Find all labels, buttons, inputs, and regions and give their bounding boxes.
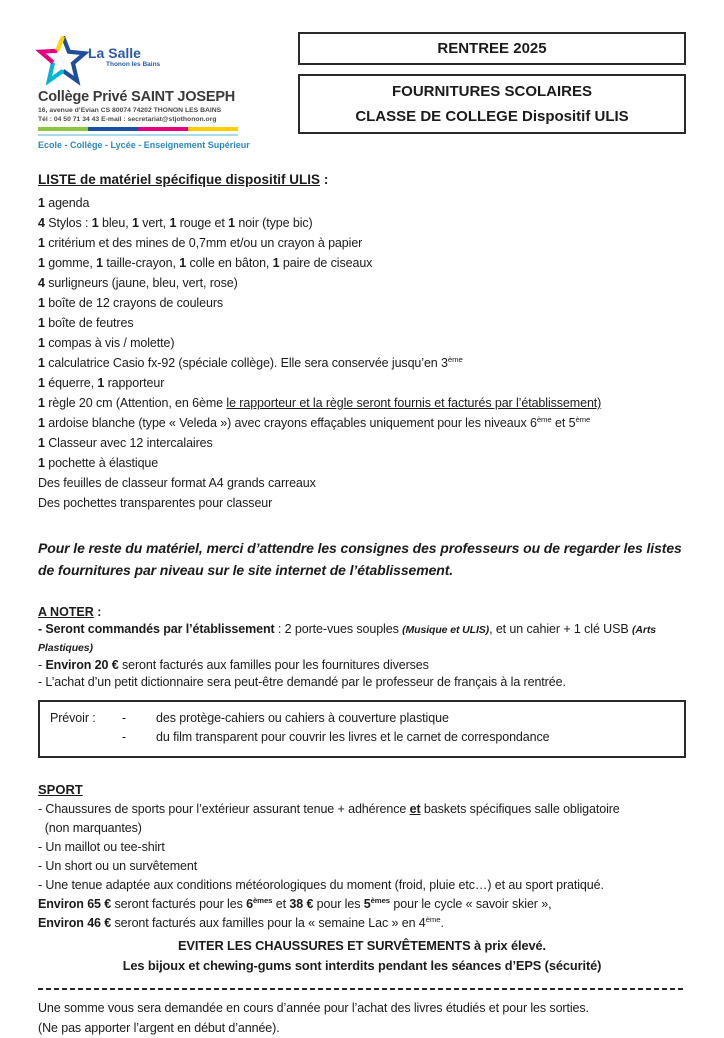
list-title-colon: :: [320, 172, 329, 187]
text-segment: et: [272, 897, 290, 911]
text-segment: 5: [363, 897, 371, 911]
text-segment: seront facturés aux familles pour les fournitures diverses: [118, 658, 429, 672]
text-segment: 1: [38, 336, 45, 350]
text-line: [38, 674, 686, 691]
text-segment: Environ 46 €: [38, 916, 112, 930]
prevoir-dash: -: [122, 730, 127, 744]
text-segment: agenda: [44, 196, 90, 210]
text-segment: 1: [38, 316, 45, 330]
text-segment: 1: [38, 236, 45, 250]
text-segment: .: [440, 916, 444, 930]
text-segment: 1: [38, 196, 45, 210]
title-box: [298, 74, 686, 134]
text-line: [38, 393, 686, 413]
text-segment: 1: [228, 216, 235, 230]
text-segment: vert,: [138, 216, 170, 230]
text-segment: : 2 porte-vues souples: [274, 622, 403, 636]
sport-heading-text: SPORT: [38, 782, 83, 797]
logo-tagline: Ecole - Collège - Lycée - Enseignement Supérieur: [38, 140, 250, 150]
text-segment: 1: [38, 376, 45, 390]
text-segment: surligneurs (jaune, bleu, vert, rose): [44, 276, 238, 290]
text-segment: bleu,: [98, 216, 133, 230]
text-line: [38, 838, 686, 857]
header-boxes: [298, 32, 686, 134]
text-segment: ème: [447, 354, 463, 364]
text-line: [38, 895, 686, 914]
text-segment: 1: [38, 436, 45, 450]
prevoir-box: [38, 700, 686, 758]
text-segment: rapporteur: [104, 376, 165, 390]
rentree-box: [298, 32, 686, 65]
text-segment: Stylos :: [44, 216, 92, 230]
logo-bar-segment: [88, 127, 138, 131]
text-segment: colle en bâton,: [186, 256, 273, 270]
text-segment: Classeur avec 12 intercalaires: [44, 436, 213, 450]
prevoir-row: [50, 728, 674, 747]
text-segment: ème: [575, 414, 591, 424]
text-segment: 1: [132, 216, 139, 230]
text-segment: rouge et: [176, 216, 229, 230]
text-segment: 4: [38, 216, 45, 230]
text-segment: 4: [38, 276, 45, 290]
text-segment: pour les: [313, 897, 364, 911]
text-segment: èmes: [370, 895, 391, 905]
text-segment: , et un cahier + 1 clé USB: [489, 622, 632, 636]
text-segment: Environ 20 €: [45, 658, 119, 672]
sport-warnings: [38, 936, 686, 976]
list-title-text: LISTE de matériel spécifique dispositif ULIS: [38, 172, 321, 187]
title-box-line1: FOURNITURES SCOLAIRES: [391, 83, 592, 100]
text-line: [38, 273, 686, 293]
text-segment: ème: [425, 914, 441, 924]
dashed-separator: [38, 988, 686, 990]
logo-thin-rule: [38, 134, 238, 136]
text-segment: seront facturés aux familles pour la « semaine Lac » en 4: [111, 916, 426, 930]
footer-line2: (Ne pas apporter l’argent en début d’année).: [38, 1021, 280, 1035]
text-segment: pochette à élastique: [44, 456, 159, 470]
text-segment: règle 20 cm (Attention, en 6ème: [44, 396, 227, 410]
text-line: [38, 493, 686, 513]
text-segment: 1: [91, 216, 99, 230]
text-segment: 1: [38, 356, 45, 370]
list-title: [38, 172, 686, 187]
text-segment: 1: [38, 456, 45, 470]
text-line: [38, 473, 686, 493]
document-body: [38, 172, 686, 1038]
text-segment: et 5: [551, 416, 576, 430]
text-line: [38, 914, 686, 933]
brand-name: La Salle: [88, 45, 141, 61]
text-segment: - Un short ou un survêtement: [38, 859, 198, 873]
school-logo: [38, 32, 250, 150]
logo-bar-segment: [138, 127, 188, 131]
logo-bar-segment: [188, 127, 238, 131]
text-segment: - L’achat d’un petit dictionnaire sera peut-être demandé par le professeur de français à la rentrée.: [38, 675, 566, 689]
text-line: [38, 800, 686, 819]
text-segment: 1: [38, 396, 45, 410]
text-line: [38, 313, 686, 333]
school-name: Collège Privé SAINT JOSEPH: [38, 89, 236, 105]
supplies-list: [38, 193, 686, 513]
text-segment: compas à vis / molette): [44, 336, 175, 350]
text-segment: gomme,: [44, 256, 97, 270]
title-box-line2: CLASSE DE COLLEGE Dispositif ULIS: [355, 108, 629, 125]
text-segment: - Seront commandés par l’établissement: [38, 622, 275, 636]
notice-paragraph: Pour le reste du matériel, merci d’attendre les consignes des professeurs ou de regarder les listes de fournitures par niveau sur le site internet de l’établissement.: [38, 540, 682, 578]
brand-block: [88, 32, 160, 68]
text-segment: ardoise blanche (type « Veleda ») avec crayons effaçables uniquement pour les niveaux 6: [44, 416, 537, 430]
text-segment: noir (type bic): [234, 216, 313, 230]
text-segment: 1: [97, 376, 105, 390]
text-segment: 1: [38, 416, 45, 430]
text-segment: 1: [96, 256, 104, 270]
text-segment: - Un maillot ou tee-shirt: [38, 840, 165, 854]
text-line: [38, 233, 686, 253]
school-contact: Tél : 04 50 71 34 43 E-mail : secretariat@stjothonon.org: [38, 116, 217, 123]
text-segment: équerre,: [44, 376, 98, 390]
text-segment: calculatrice Casio fx-92 (spéciale collège). Elle sera conservée jusqu’en 3: [44, 356, 448, 370]
text-segment: 6: [246, 897, 253, 911]
brand-subtitle: Thonon les Bains: [106, 61, 161, 68]
prevoir-row: [50, 709, 674, 728]
text-segment: le rapporteur et la règle seront fournis et facturés par l’établissement): [226, 396, 602, 410]
text-segment: et: [409, 802, 421, 816]
logo-bar-segment: [38, 127, 88, 131]
footer-note: [38, 998, 686, 1038]
text-segment: (Arts Plastiques): [38, 624, 659, 654]
text-segment: baskets spécifiques salle obligatoire: [420, 802, 620, 816]
text-segment: 1: [169, 216, 177, 230]
text-line: [38, 333, 686, 353]
la-salle-star-icon: [38, 32, 88, 88]
text-segment: seront facturés pour les: [111, 897, 247, 911]
text-line: [38, 253, 686, 273]
prevoir-item: du film transparent pour couvrir les livres et le carnet de correspondance: [156, 730, 550, 744]
a-noter-list: [38, 621, 686, 691]
text-segment: pour le cycle « savoir skier »,: [390, 897, 552, 911]
text-segment: boîte de 12 crayons de couleurs: [44, 296, 224, 310]
a-noter-heading: [38, 605, 686, 619]
text-segment: paire de ciseaux: [279, 256, 373, 270]
text-segment: critérium et des mines de 0,7mm et/ou un crayon à papier: [44, 236, 363, 250]
logo-row: [38, 32, 238, 88]
text-segment: Des feuilles de classeur format A4 grands carreaux: [38, 476, 316, 490]
prevoir-dash: -: [122, 711, 127, 725]
text-segment: 1: [38, 256, 45, 270]
text-line: [38, 193, 686, 213]
rentree-label: RENTREE 2025: [437, 40, 547, 57]
prevoir-label: Prévoir :: [50, 711, 96, 725]
a-noter-heading-text: A NOTER: [38, 605, 94, 619]
school-address: 16, avenue d’Evian CS 80074 74202 THONON LES BAINS: [38, 107, 222, 114]
text-line: [38, 453, 686, 473]
text-segment: 1: [272, 256, 280, 270]
warning-line: EVITER LES CHAUSSURES ET SURVÊTEMENTS à prix élevé.: [177, 938, 546, 953]
prevoir-item: des protège-cahiers ou cahiers à couverture plastique: [156, 711, 449, 725]
text-line: [38, 621, 686, 657]
text-line: [38, 876, 686, 895]
a-noter-heading-colon: :: [93, 605, 102, 619]
text-segment: taille-crayon,: [103, 256, 180, 270]
text-line: [38, 819, 686, 838]
text-segment: boîte de feutres: [44, 316, 134, 330]
footer-line1: Une somme vous sera demandée en cours d’année pour l’achat des livres étudiés et pour les sorties.: [38, 1001, 589, 1015]
prevoir-label-empty: [50, 728, 122, 747]
text-segment: - Chaussures de sports pour l’extérieur assurant tenue + adhérence: [38, 802, 410, 816]
sport-heading: [38, 782, 686, 797]
text-line: [38, 433, 686, 453]
text-line: [38, 353, 686, 373]
text-segment: 1: [38, 296, 45, 310]
text-segment: Environ 65 €: [38, 897, 112, 911]
text-segment: (Musique et ULIS): [402, 624, 490, 636]
text-segment: 1: [179, 256, 187, 270]
text-line: [38, 373, 686, 393]
text-line: [38, 413, 686, 433]
text-line: [38, 657, 686, 674]
logo-color-bar: [38, 127, 238, 131]
text-segment: Des pochettes transparentes pour classeur: [38, 496, 273, 510]
text-segment: èmes: [252, 895, 273, 905]
sport-list: [38, 800, 686, 933]
text-segment: ème: [536, 414, 552, 424]
text-segment: (non marquantes): [38, 821, 142, 835]
text-line: [38, 857, 686, 876]
header: [38, 32, 686, 150]
text-line: [38, 213, 686, 233]
text-segment: - Une tenue adaptée aux conditions météorologiques du moment (froid, pluie etc…) et au sport pratiqué.: [38, 878, 604, 892]
text-line: [38, 293, 686, 313]
text-segment: 38 €: [289, 897, 314, 911]
text-segment: -: [38, 658, 46, 672]
warning-line: Les bijoux et chewing-gums sont interdits pendant les séances d’EPS (sécurité): [122, 958, 602, 973]
